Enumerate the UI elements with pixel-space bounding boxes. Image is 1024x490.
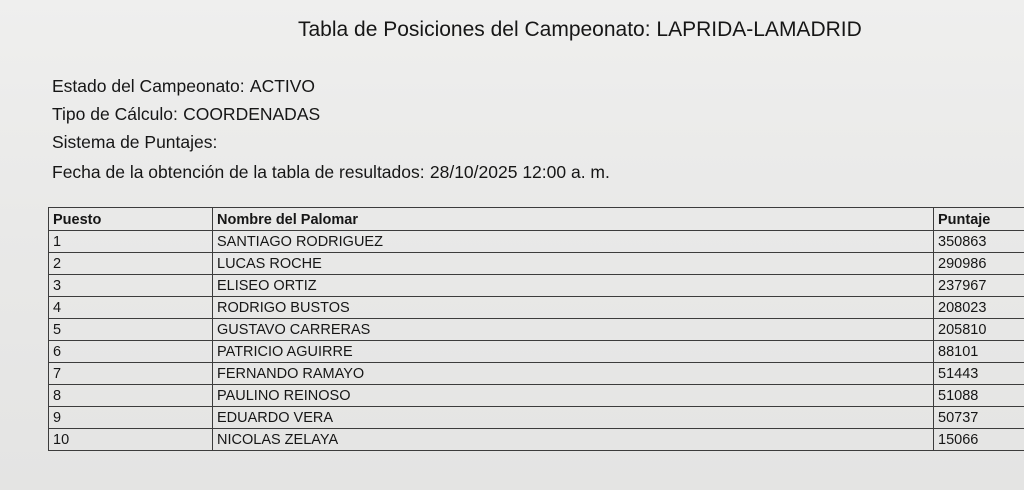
calculation-type-label: Tipo de Cálculo: [52,104,178,124]
score-cell: 205810 [934,319,1024,341]
loft-name-cell: EDUARDO VERA [213,407,934,429]
score-cell: 51443 [934,363,1024,385]
score-cell: 88101 [934,341,1024,363]
table-row [49,429,1024,451]
position-cell: 10 [49,429,213,451]
position-cell: 4 [49,297,213,319]
page-title: Tabla de Posiciones del Campeonato: LAPRIDA-LAMADRID [298,18,862,41]
table-row [49,297,1024,319]
loft-name-cell: FERNANDO RAMAYO [213,363,934,385]
table-row [49,341,1024,363]
position-cell: 2 [49,253,213,275]
scoring-system-label: Sistema de Puntajes: [52,132,218,152]
score-cell: 350863 [934,231,1024,253]
position-cell: 6 [49,341,213,363]
loft-name-cell: SANTIAGO RODRIGUEZ [213,231,934,253]
table-row [49,319,1024,341]
table-row [49,385,1024,407]
position-cell: 8 [49,385,213,407]
position-cell: 9 [49,407,213,429]
loft-name-cell: RODRIGO BUSTOS [213,297,934,319]
table-row [49,231,1024,253]
score-cell: 50737 [934,407,1024,429]
table-row [49,253,1024,275]
column-header-loft-name: Nombre del Palomar [213,208,934,231]
calculation-type [52,104,320,125]
loft-name-cell: NICOLAS ZELAYA [213,429,934,451]
calculation-type-value: COORDENADAS [183,104,321,124]
status-label: Estado del Campeonato: [52,76,245,96]
table-row [49,407,1024,429]
loft-name-cell: GUSTAVO CARRERAS [213,319,934,341]
column-header-position: Puesto [49,208,213,231]
score-cell: 51088 [934,385,1024,407]
score-cell: 15066 [934,429,1024,451]
table-row [49,275,1024,297]
loft-name-cell: PATRICIO AGUIRRE [213,341,934,363]
results-date [52,162,610,183]
championship-status [52,76,315,97]
scoring-system [52,132,223,153]
position-cell: 7 [49,363,213,385]
score-cell: 290986 [934,253,1024,275]
position-cell: 3 [49,275,213,297]
loft-name-cell: LUCAS ROCHE [213,253,934,275]
results-date-label: Fecha de la obtención de la tabla de resultados: [52,162,425,182]
results-date-value: 28/10/2025 12:00 a. m. [429,162,610,182]
position-cell: 1 [49,231,213,253]
column-header-score: Puntaje [934,208,1024,231]
loft-name-cell: PAULINO REINOSO [213,385,934,407]
table-header-row [49,208,1024,231]
loft-name-cell: ELISEO ORTIZ [213,275,934,297]
table-row [49,363,1024,385]
status-value: ACTIVO [249,76,316,96]
score-cell: 208023 [934,297,1024,319]
position-cell: 5 [49,319,213,341]
standings-table [48,207,1024,451]
score-cell: 237967 [934,275,1024,297]
